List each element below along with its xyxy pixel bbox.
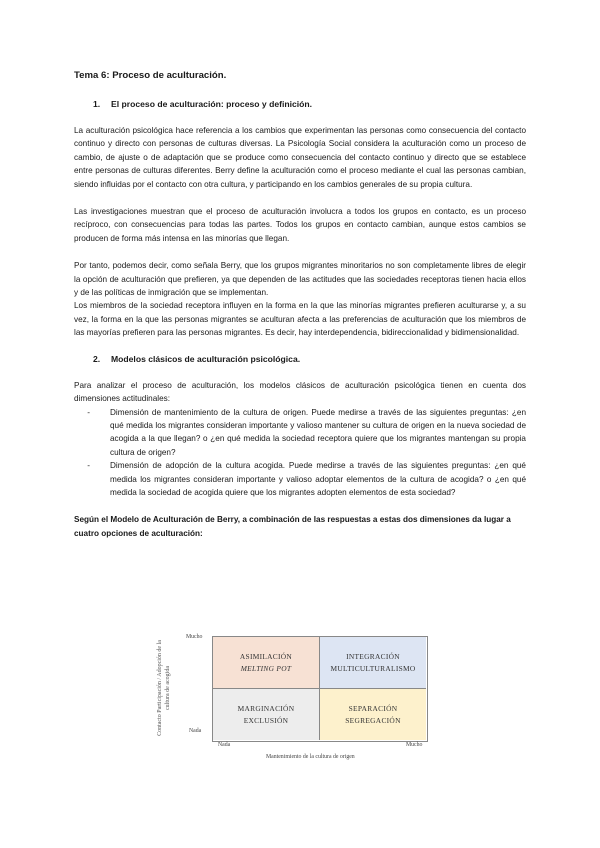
quadrant-subtitle: EXCLUSIÓN <box>243 715 289 725</box>
y-axis-high-label: Mucho <box>186 634 203 640</box>
quadrant-integration <box>320 637 426 689</box>
dash-marker: - <box>87 407 90 417</box>
section-1-title: El proceso de aculturación: proceso y definición. <box>111 99 313 109</box>
y-axis-low-label: Nada <box>189 728 202 734</box>
list-item <box>74 459 526 499</box>
quadrant-title: INTEGRACIÓN <box>346 651 400 661</box>
dash-marker: - <box>87 461 90 471</box>
section-2-heading <box>93 354 526 364</box>
page-title: Tema 6: Proceso de aculturación. <box>74 70 227 81</box>
paragraph-dimensions-intro: Para analizar el proceso de aculturación, los modelos clásicos de aculturación psicológica tienen en cuenta dos dimensiones actitudinales: <box>74 380 526 404</box>
list-item <box>74 406 526 460</box>
paragraph-berry-minorities: Por tanto, podemos decir, como señala Berry, que los grupos migrantes minoritarios no son completamente libres de elegir la opción de aculturación que prefieren, ya que dependen de las actitudes que las sociedades receptoras tienen hacia ellos y de las políticas de inmigración que se implementan. <box>74 261 526 298</box>
dimensions-list <box>74 406 526 500</box>
quadrant-subtitle: MELTING POT <box>240 663 292 673</box>
quadrant-title: MARGINACIÓN <box>237 703 295 713</box>
document-page <box>74 70 526 540</box>
section-1-number: 1. <box>93 99 101 109</box>
paragraph-berry-model: Según el Modelo de Aculturación de Berry, a combinación de las respuestas a estas dos dimensiones da lugar a cuatro opciones de aculturación: <box>74 515 511 538</box>
paragraph-receiving-society: Los miembros de la sociedad receptora influyen en la forma en la que las minorías migrantes prefieren aculturarse y, a su vez, la forma en la que las personas migrantes se aculturan afecta a las preferencias de aculturación que los miembros de las mayorías prefieren para las personas migrantes. Es decir, hay interdependencia, bidireccionalidad y bidimensionalidad. <box>74 301 526 338</box>
paragraph-research: Las investigaciones muestran que el proceso de aculturación involucra a todos los grupos en contacto, es un proceso recíproco, con consecuencias para todas las partes. Todos los grupos en contacto cambian, aunque estos cambios se producen de forma más intensa en las minorías que llegan. <box>74 207 526 243</box>
x-axis-label: Mantenimiento de la cultura de origen <box>266 754 355 760</box>
quadrant-marginalization <box>213 689 320 740</box>
quadrant-title: SEPARACIÓN <box>348 703 398 713</box>
quadrant-subtitle: MULTICULTURALISMO <box>330 663 416 673</box>
quadrant-title: ASIMILACIÓN <box>239 651 293 661</box>
paragraph-definition: La aculturación psicológica hace referencia a los cambios que experimentan las personas como consecuencia del contacto continuo y directo con personas de culturas diversas. La Psicología Social considera la aculturación como un proceso de cambio, de ajuste o de adaptación que se produce como consecuencia del contacto continuo y directo que se establece entre personas de culturas diferentes. Berry define la aculturación como el proceso mediante el cual las personas cambian, siendo influidas por el contacto con otra cultura, y participando en los cambios generales de su propia cultura. <box>74 126 526 189</box>
quadrant-assimilation <box>213 637 320 689</box>
section-2-title: Modelos clásicos de aculturación psicológica. <box>111 353 301 364</box>
y-axis <box>154 640 174 740</box>
dimension-adoption-text: Dimensión de adopción de la cultura acogida. Puede medirse a través de las siguientes preguntas: ¿en qué medida los migrantes consideran importante y valioso adoptar elementos de la cultura de acogida? o ¿en qué medida la sociedad de acogida quiere que los migrantes adopten elementos de esta sociedad? <box>110 461 526 497</box>
dimension-maintenance-text: Dimensión de mantenimiento de la cultura de origen. Puede medirse a través de las siguientes preguntas: ¿en qué medida los migrantes consideran importante y valioso mantener su cultura de origen en la nueva sociedad de acogida a la que llegan? o ¿en qué medida la sociedad receptora quiere que los migrantes mantengan su propia cultura de origen? <box>110 407 526 457</box>
y-axis-label: Contacto Participación / Adopción de la cultura de acogida <box>157 640 171 736</box>
berry-acculturation-diagram <box>148 632 448 772</box>
section-2-number: 2. <box>93 353 101 364</box>
quadrant-separation <box>320 689 426 740</box>
x-axis-low-label: Nada <box>218 742 231 748</box>
x-axis-high-label: Mucho <box>406 742 423 748</box>
section-1-heading <box>93 99 526 109</box>
quadrant-grid <box>212 636 428 742</box>
quadrant-subtitle: SEGREGACIÓN <box>345 715 401 725</box>
